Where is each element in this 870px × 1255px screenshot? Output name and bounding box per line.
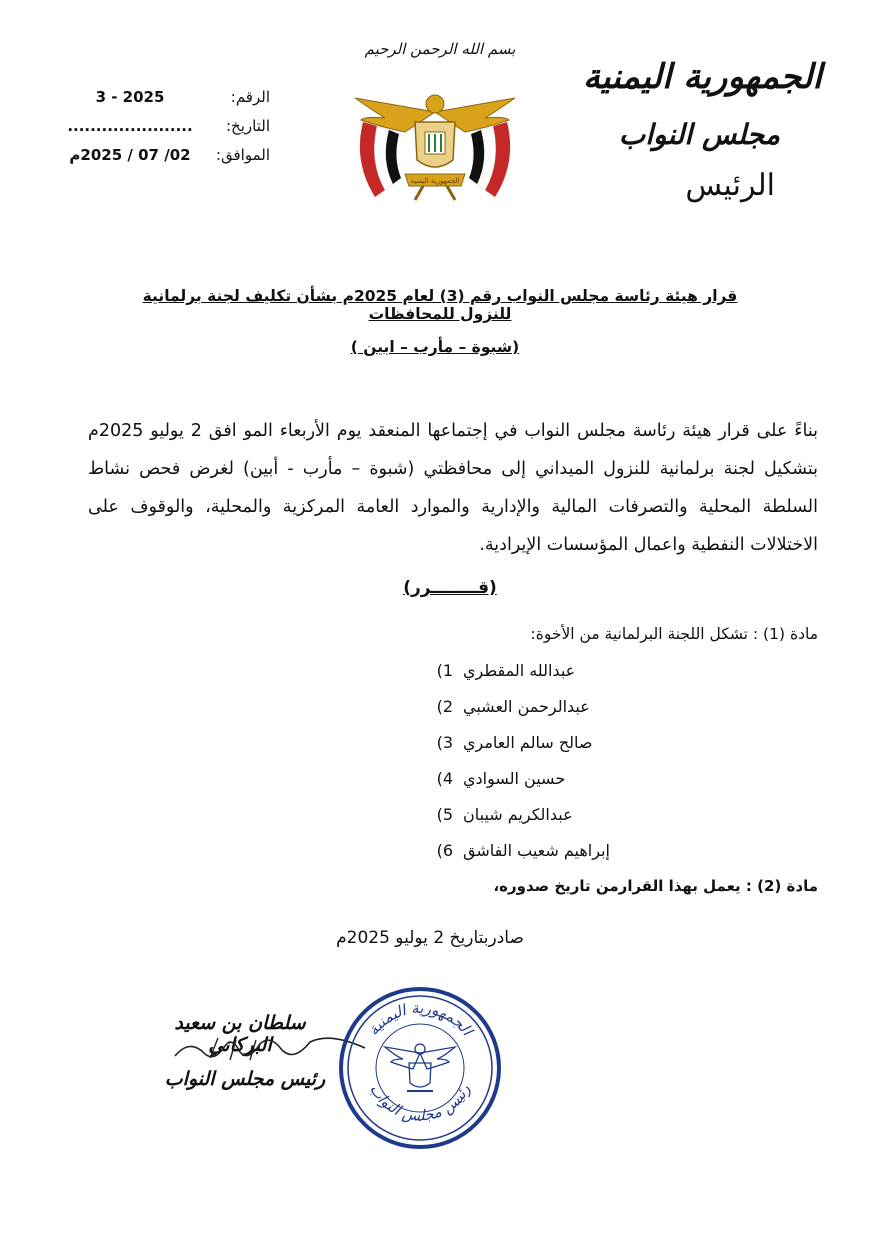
member-name: إبراهيم شعيب الفاشق	[463, 841, 610, 860]
signer-name: سلطان بن سعيد البركاني	[174, 1012, 306, 1056]
article-2: مادة (2) : يعمل بهذا القرارمن تاريخ صدوره،	[493, 877, 818, 895]
republic-heading: الجمهورية اليمنية	[582, 57, 822, 97]
decided-heading: (قــــــــرر)	[403, 578, 497, 598]
meta-corresponding-value: 02/ 07 / 2025م	[69, 146, 191, 164]
yemen-eagle-emblem-icon	[345, 82, 525, 212]
meta-date-row	[60, 117, 270, 143]
list-item	[425, 802, 745, 838]
member-name: عبدالكريم شيبان	[463, 805, 573, 824]
member-number: 2)	[436, 697, 453, 716]
parliament-heading: مجلس النواب	[618, 118, 780, 151]
member-name: حسين السوادي	[463, 769, 566, 788]
member-number: 1)	[436, 661, 453, 680]
official-seal-icon	[337, 985, 503, 1151]
member-number: 5)	[436, 805, 453, 824]
decision-body: بناءً على قرار هيئة رئاسة مجلس النواب في إجتماعها المنعقد يوم الأربعاء المو افق 2 يوليو 2025م بتشكيل لجنة برلمانية للنزول الميداني إلى محافظتي (شبوة – مأرب - أبين) لغرض فحص نشاط السلطة المحلية والتصرفات المالية والإدارية والموارد العامة المركزية والمحلية، والوقوف على الاختلالات النفطية واعمال المؤسسات الإيرادية.	[88, 421, 818, 555]
seal-text-top: الجمهورية اليمنية	[364, 998, 477, 1039]
member-name: عبدالرحمن العشبي	[463, 697, 590, 716]
meta-corresponding-label: الموافق:	[215, 146, 270, 164]
meta-corresponding-row	[60, 146, 270, 172]
article-1: مادة (1) : تشكل اللجنة البرلمانية من الأخوة:	[530, 625, 818, 643]
meta-number-row	[60, 88, 270, 114]
svg-text:الجمهورية اليمنية	[364, 999, 477, 1040]
member-number: 3)	[436, 733, 453, 752]
member-number: 4)	[436, 769, 453, 788]
member-name: عبدالله المقطري	[463, 661, 576, 680]
emblem-banner-text: الجمهورية اليمنية	[410, 177, 460, 185]
president-heading: الرئيس	[685, 168, 775, 203]
seal-text-bottom: رئيس مجلس النواب	[366, 1080, 474, 1126]
decision-subtitle: (شبوة – مأرب – ابين )	[350, 338, 520, 356]
meta-date-value: ......................	[67, 117, 193, 135]
meta-date-label: التاريخ:	[226, 117, 270, 135]
list-item	[425, 694, 745, 730]
list-item	[425, 730, 745, 766]
meta-number-value: 3 - 2025	[95, 88, 165, 106]
decision-title: قرار هيئة رئاسة مجلس النواب رقم (3) لعام 2025م بشأن تكليف لجنة برلمانية للنزول للمحافظات	[142, 287, 738, 323]
signer-title: رئيس مجلس النواب	[164, 1068, 326, 1090]
basmala: بسم الله الرحمن الرحيم	[364, 40, 516, 58]
list-item	[425, 766, 745, 802]
meta-number-label: الرقم:	[230, 88, 270, 106]
list-item	[425, 658, 745, 694]
issued-date: صادربتاريخ 2 يوليو 2025م	[336, 928, 524, 948]
list-item	[425, 838, 745, 874]
member-number: 6)	[436, 841, 453, 860]
member-name: صالح سالم العامري	[463, 733, 593, 752]
members-list	[425, 658, 745, 874]
